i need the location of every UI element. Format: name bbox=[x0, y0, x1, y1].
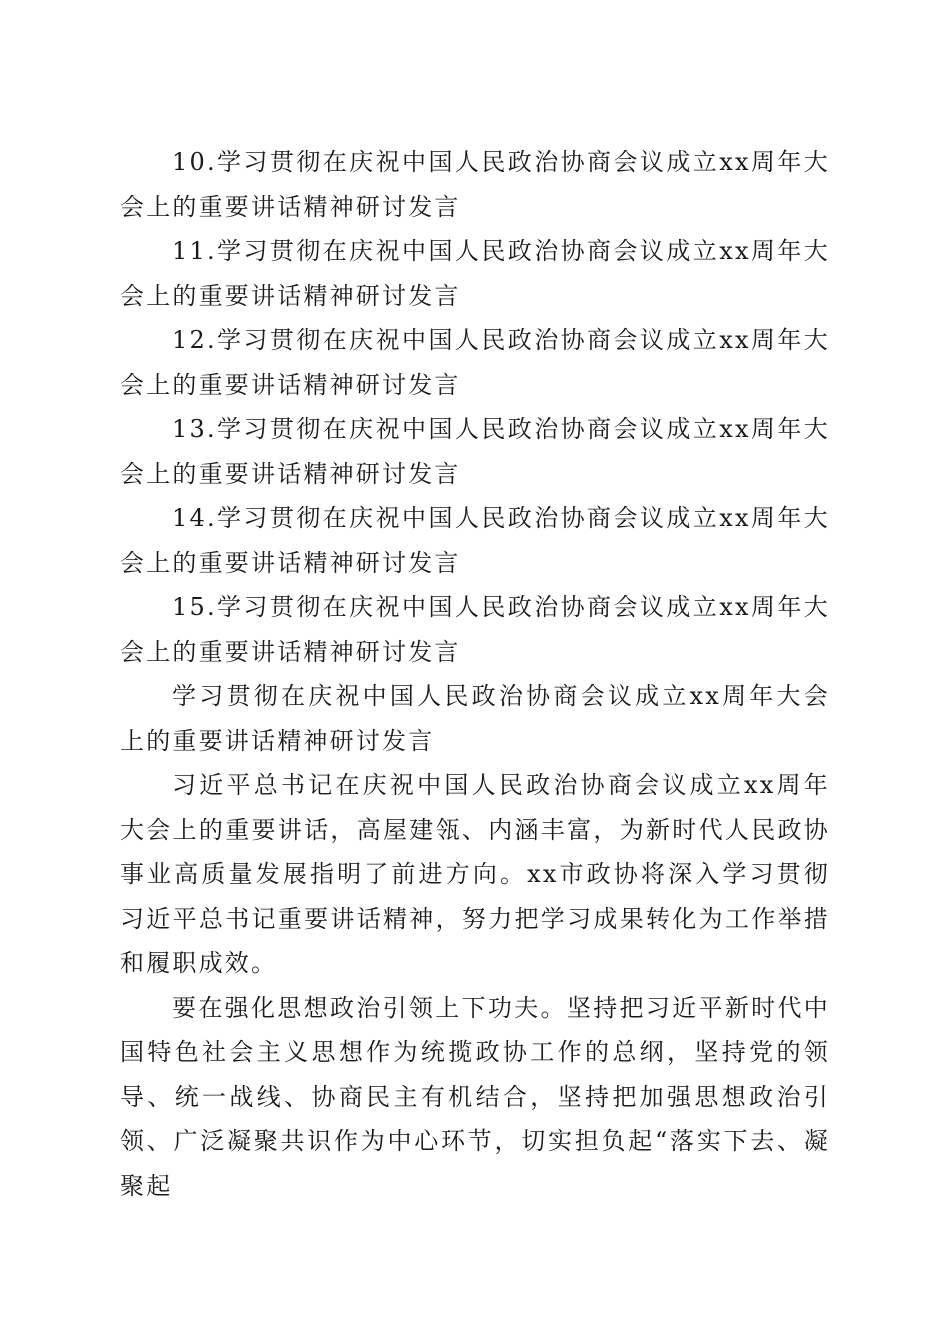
toc-item-13: 13.学习贯彻在庆祝中国人民政治协商会议成立xx周年大会上的重要讲话精神研讨发言 bbox=[120, 415, 830, 488]
toc-item-15: 15.学习贯彻在庆祝中国人民政治协商会议成立xx周年大会上的重要讲话精神研讨发言 bbox=[120, 593, 830, 666]
body-paragraph: 习近平总书记在庆祝中国人民政治协商会议成立xx周年大会上的重要讲话，高屋建瓴、内涵丰富，为新时代人民政协事业高质量发展指明了前进方向。xx市政协将深入学习贯彻习近平总书记重要讲话精神，努力把学习成果转化为工作举措和履职成效。 bbox=[120, 771, 830, 977]
toc-item-12: 12.学习贯彻在庆祝中国人民政治协商会议成立xx周年大会上的重要讲话精神研讨发言 bbox=[120, 326, 830, 399]
toc-item-14: 14.学习贯彻在庆祝中国人民政治协商会议成立xx周年大会上的重要讲话精神研讨发言 bbox=[120, 504, 830, 577]
toc-item-11: 11.学习贯彻在庆祝中国人民政治协商会议成立xx周年大会上的重要讲话精神研讨发言 bbox=[120, 237, 830, 310]
article-title: 学习贯彻在庆祝中国人民政治协商会议成立xx周年大会上的重要讲话精神研讨发言 bbox=[120, 682, 830, 755]
toc-item-10: 10.学习贯彻在庆祝中国人民政治协商会议成立xx周年大会上的重要讲话精神研讨发言 bbox=[120, 148, 830, 221]
body-paragraph: 要在强化思想政治引领上下功夫。坚持把习近平新时代中国特色社会主义思想作为统揽政协工作的总纲，坚持党的领导、统一战线、协商民主有机结合，坚持把加强思想政治引领、广泛凝聚共识作为中心环节，切实担负起“落实下去、凝聚起 bbox=[120, 993, 830, 1200]
document-body bbox=[120, 140, 830, 1208]
